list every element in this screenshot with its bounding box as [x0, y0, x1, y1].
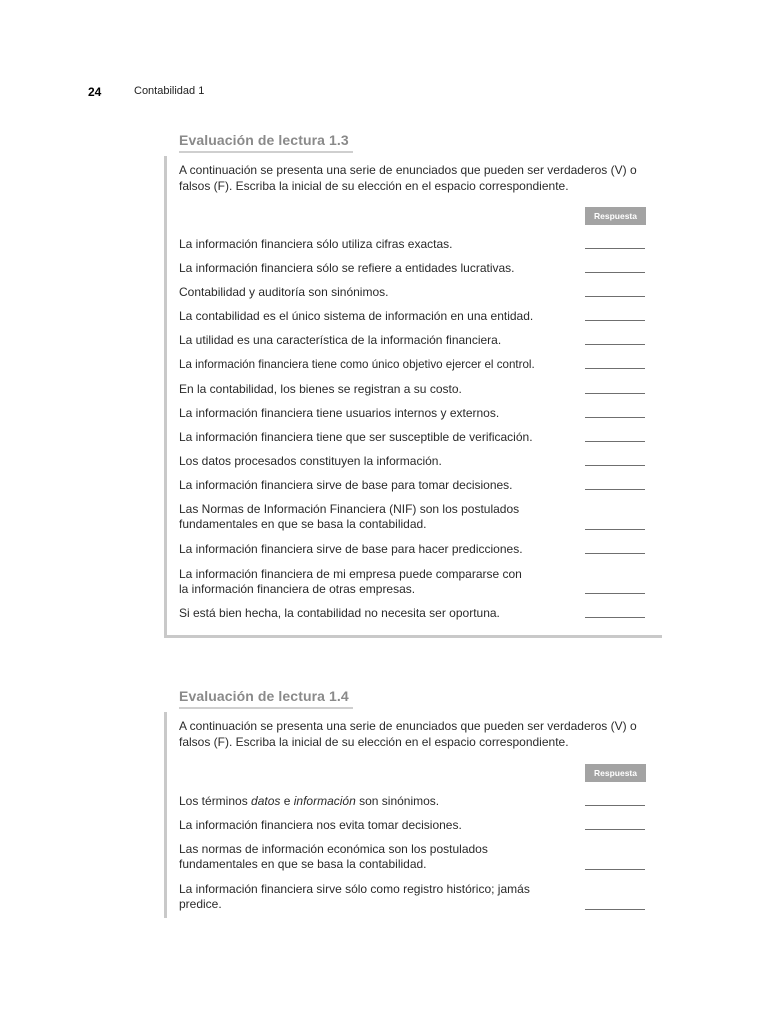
statement: La información financiera sirve sólo como registro histórico; jamás predice.: [179, 882, 530, 911]
section-title: Evaluación de lectura 1.4: [179, 688, 349, 704]
book-title: Contabilidad 1: [134, 85, 205, 97]
answer-blank[interactable]: [585, 869, 645, 870]
statement: En la contabilidad, los bienes se registran a su costo.: [179, 382, 462, 396]
box-left-border: [164, 156, 167, 638]
page-number: 24: [88, 85, 102, 99]
statement-text: son sinónimos.: [355, 794, 440, 808]
statement: La información financiera sirve de base para tomar decisiones.: [179, 478, 513, 492]
statement: Si está bien hecha, la contabilidad no necesita ser oportuna.: [179, 606, 500, 620]
answer-blank[interactable]: [585, 489, 645, 490]
section-title: Evaluación de lectura 1.3: [179, 132, 349, 148]
statement-emphasis: datos: [251, 794, 281, 808]
statement: Los datos procesados constituyen la información.: [179, 454, 442, 468]
answer-blank[interactable]: [585, 805, 645, 806]
answer-blank[interactable]: [585, 617, 645, 618]
question-box: [164, 156, 662, 638]
answer-blank[interactable]: [585, 909, 645, 910]
answer-blank[interactable]: [585, 553, 645, 554]
statement: La información financiera sólo se refiere a entidades lucrativas.: [179, 261, 515, 275]
statement: La información financiera sirve de base para hacer predicciones.: [179, 542, 523, 556]
statement: La información financiera nos evita tomar decisiones.: [179, 818, 462, 832]
answer-blank[interactable]: [585, 465, 645, 466]
reading-evaluation-1-4: [164, 688, 662, 922]
answer-blank[interactable]: [585, 368, 645, 369]
instructions: A continuación se presenta una serie de enunciados que pueden ser verdaderos (V) o falsos (F). Escriba la inicial de su elección en el espacio correspondiente.: [179, 719, 637, 749]
answer-blank[interactable]: [585, 393, 645, 394]
statement: Las normas de información económica son los postulados fundamentales en que se basa la contabilidad.: [179, 842, 488, 871]
statement: La información financiera de mi empresa puede compararse con la información financiera de otras empresas.: [179, 567, 522, 596]
answer-blank[interactable]: [585, 344, 645, 345]
answer-blank[interactable]: [585, 417, 645, 418]
statement-text: Los términos: [179, 794, 252, 808]
statement: La información financiera tiene que ser susceptible de verificación.: [179, 430, 533, 444]
statement: La información financiera sólo utiliza cifras exactas.: [179, 237, 453, 251]
answer-blank[interactable]: [585, 272, 645, 273]
statement-text: e: [280, 794, 294, 808]
answer-blank[interactable]: [585, 296, 645, 297]
statement: [179, 794, 579, 809]
answer-blank[interactable]: [585, 248, 645, 249]
title-underline: [179, 707, 353, 709]
answer-blank[interactable]: [585, 320, 645, 321]
statement: La información financiera tiene como único objetivo ejercer el control.: [179, 358, 535, 371]
instructions: A continuación se presenta una serie de enunciados que pueden ser verdaderos (V) o falsos (F). Escriba la inicial de su elección en el espacio correspondiente.: [179, 163, 637, 193]
statement-emphasis: información: [293, 794, 356, 808]
answer-blank[interactable]: [585, 441, 645, 442]
statement: La utilidad es una característica de la información financiera.: [179, 333, 502, 347]
reading-evaluation-1-3: [164, 132, 662, 640]
statement: Contabilidad y auditoría son sinónimos.: [179, 285, 389, 299]
answer-column-header: Respuesta: [585, 764, 646, 782]
answer-column-header: Respuesta: [585, 207, 646, 225]
statement: La contabilidad es el único sistema de información en una entidad.: [179, 309, 534, 323]
box-bottom-border: [164, 635, 662, 638]
answer-blank[interactable]: [585, 529, 645, 530]
question-box: [164, 712, 662, 918]
title-underline: [179, 151, 353, 153]
box-left-border: [164, 712, 167, 918]
statement: La información financiera tiene usuarios internos y externos.: [179, 406, 500, 420]
statement: Las Normas de Información Financiera (NIF) son los postulados fundamentales en que se basa la contabilidad.: [179, 502, 520, 531]
answer-blank[interactable]: [585, 593, 645, 594]
answer-blank[interactable]: [585, 829, 645, 830]
